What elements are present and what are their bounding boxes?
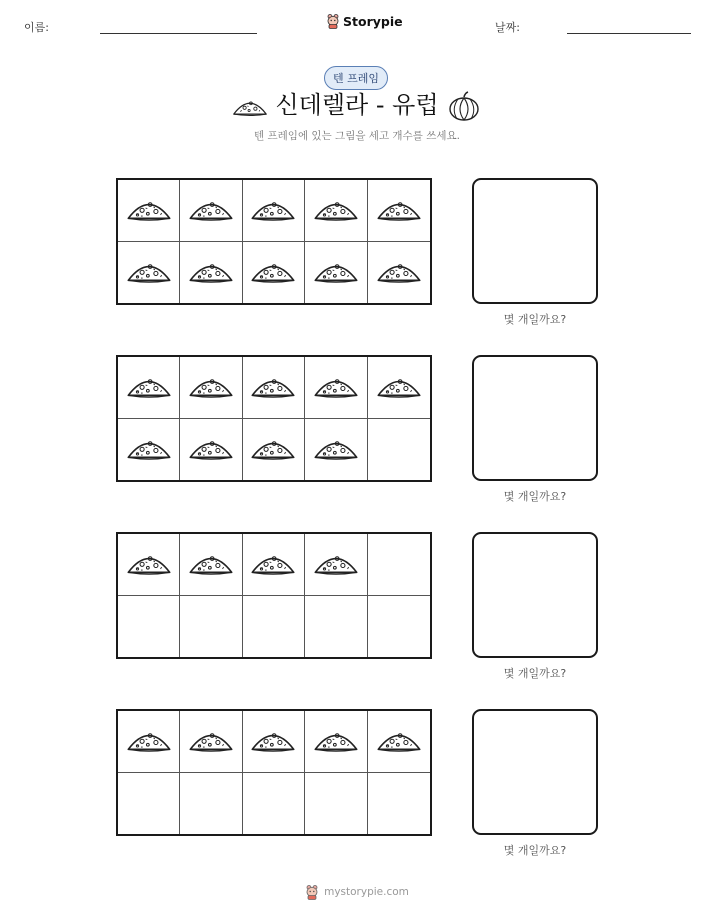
pizza-slice-icon: [313, 255, 359, 289]
ten-frame: [116, 355, 432, 482]
ten-frame-cell: [305, 596, 367, 658]
pizza-slice-icon: [188, 547, 234, 581]
footer-url[interactable]: mystorypie.com: [324, 886, 409, 898]
ten-frame-cell: [368, 596, 430, 658]
ten-frame-cell: [368, 711, 430, 773]
ten-frame-cell: [180, 773, 242, 835]
answer-box[interactable]: [472, 709, 598, 835]
ten-frame-cell: [243, 242, 305, 304]
pizza-slice-icon: [188, 193, 234, 227]
ten-frame-cell: [305, 773, 367, 835]
date-label: 날짜:: [495, 21, 520, 34]
pizza-slice-icon: [250, 193, 296, 227]
pizza-slice-icon: [126, 370, 172, 404]
footer: [0, 884, 714, 900]
pizza-slice-icon: [376, 370, 422, 404]
ten-frame-cell: [243, 773, 305, 835]
pizza-slice-icon: [313, 370, 359, 404]
ten-frame-cell: [305, 711, 367, 773]
ten-frame-cell: [180, 534, 242, 596]
pizza-slice-icon: [250, 432, 296, 466]
pizza-slice-icon: [126, 255, 172, 289]
pizza-slice-icon: [376, 724, 422, 758]
answer-box[interactable]: [472, 355, 598, 481]
question-text: 몇 개일까요?: [503, 844, 567, 857]
ten-frame-cell: [118, 357, 180, 419]
ten-frame-cell: [118, 180, 180, 242]
ten-frame-cell: [118, 419, 180, 481]
topic-badge: 텐 프레임: [324, 66, 388, 90]
storypie-mascot-icon: [326, 13, 340, 29]
ten-frame-cell: [305, 180, 367, 242]
pizza-slice-icon: [188, 432, 234, 466]
pizza-slice-icon: [188, 255, 234, 289]
ten-frame-cell: [243, 357, 305, 419]
pizza-slice-icon: [126, 724, 172, 758]
ten-frame-cell: [368, 180, 430, 242]
instructions: 텐 프레임에 있는 그림을 세고 개수를 쓰세요.: [254, 130, 460, 142]
question-text: 몇 개일까요?: [503, 313, 567, 326]
ten-frame-cell: [118, 596, 180, 658]
pizza-slice-icon: [313, 193, 359, 227]
answer-box[interactable]: [472, 532, 598, 658]
ten-frame-cell: [243, 180, 305, 242]
ten-frame-cell: [305, 419, 367, 481]
ten-frame-cell: [243, 711, 305, 773]
ten-frame-cell: [180, 596, 242, 658]
ten-frame: [116, 709, 432, 836]
pizza-slice-icon: [376, 255, 422, 289]
pizza-slice-icon: [188, 724, 234, 758]
pizza-slice-icon: [126, 193, 172, 227]
pizza-slice-icon: [188, 370, 234, 404]
pizza-slice-icon: [250, 370, 296, 404]
pizza-slice-icon: [250, 547, 296, 581]
pizza-slice-icon: [250, 255, 296, 289]
pizza-slice-icon: [376, 193, 422, 227]
ten-frame-cell: [368, 534, 430, 596]
ten-frame: [116, 178, 432, 305]
pizza-slice-icon: [126, 432, 172, 466]
ten-frame-cell: [180, 357, 242, 419]
pizza-slice-icon: [250, 724, 296, 758]
pumpkin-icon: [448, 90, 480, 122]
ten-frame-cell: [368, 773, 430, 835]
ten-frame-cell: [180, 711, 242, 773]
ten-frame-cell: [243, 534, 305, 596]
ten-frame-cell: [180, 242, 242, 304]
ten-frame-cell: [118, 242, 180, 304]
ten-frame-cell: [243, 419, 305, 481]
ten-frame-cell: [180, 180, 242, 242]
ten-frame-cell: [118, 711, 180, 773]
ten-frame-cell: [118, 534, 180, 596]
brand-name: Storypie: [343, 13, 403, 29]
question-text: 몇 개일까요?: [503, 667, 567, 680]
date-line[interactable]: [567, 33, 691, 34]
ten-frame-cell: [368, 357, 430, 419]
pizza-slice-icon: [313, 432, 359, 466]
page-title: 신데렐라 - 유럽: [275, 91, 439, 119]
ten-frame-cell: [180, 419, 242, 481]
ten-frame-cell: [118, 773, 180, 835]
name-label: 이름:: [24, 21, 49, 34]
ten-frame-cell: [305, 357, 367, 419]
ten-frame-cell: [368, 419, 430, 481]
pizza-slice-icon: [313, 547, 359, 581]
storypie-mascot-icon: [305, 884, 319, 900]
ten-frame: [116, 532, 432, 659]
question-text: 몇 개일까요?: [503, 490, 567, 503]
name-line[interactable]: [100, 33, 257, 34]
pizza-slice-icon: [126, 547, 172, 581]
answer-box[interactable]: [472, 178, 598, 304]
brand-logo: [326, 13, 403, 29]
pizza-slice-icon: [313, 724, 359, 758]
ten-frame-cell: [305, 242, 367, 304]
ten-frame-cell: [305, 534, 367, 596]
ten-frame-cell: [243, 596, 305, 658]
ten-frame-cell: [368, 242, 430, 304]
